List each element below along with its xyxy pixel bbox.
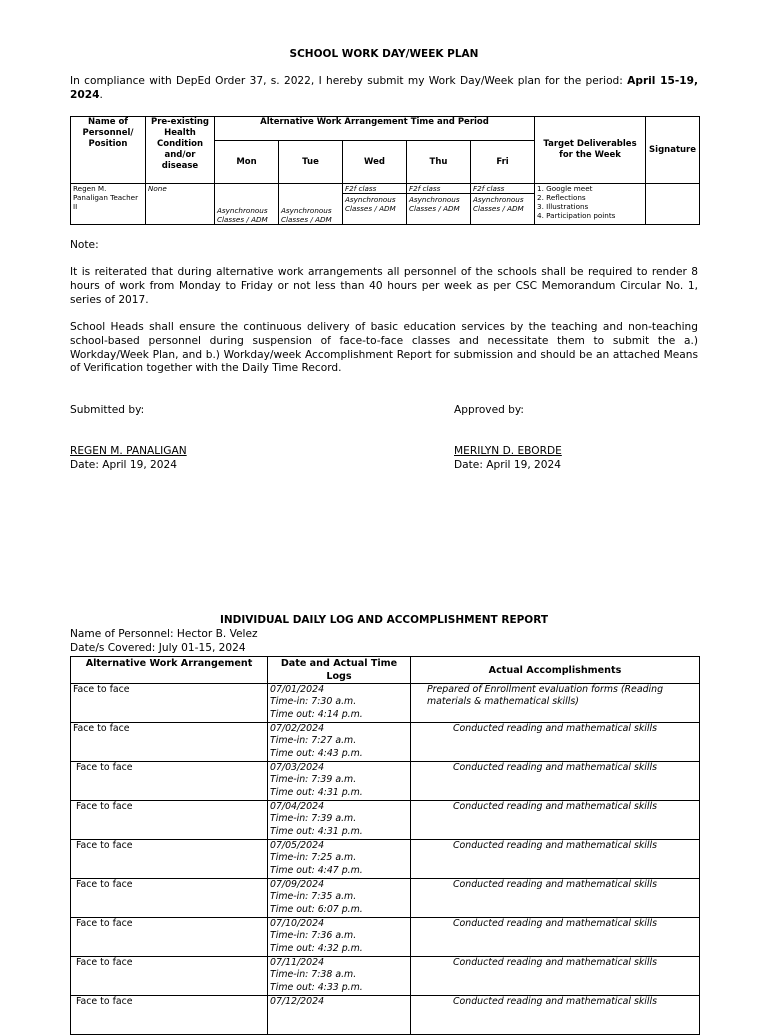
row-accomplishment: Conducted reading and mathematical skills: [411, 996, 700, 1035]
row-arrangement: Face to face: [71, 918, 268, 957]
row-date-logs: [268, 684, 411, 723]
row-time-out: Time out: 4:31 p.m.: [270, 825, 363, 837]
header-wed: Wed: [343, 141, 407, 184]
submitter-date: Date: April 19, 2024: [70, 459, 178, 471]
header-target-deliverables: Target Deliverables for the Week: [535, 117, 646, 184]
row-time-out: Time out: 4:33 p.m.: [270, 981, 363, 993]
daily-log-table: [70, 656, 700, 1035]
plan-intro: In compliance with DepEd Order 37, s. 2022, I hereby submit my Work Day/Week plan for the period: April 15-19, 2024.: [70, 75, 698, 101]
row-accomplishment: Conducted reading and mathematical skills: [411, 762, 700, 801]
row-date-logs: [268, 801, 411, 840]
deliverable-item: 4. Participation points: [537, 211, 616, 220]
cell-wed-text: Asynchronous Classes / ADM: [345, 195, 396, 213]
cell-name: Regen M. Panaligan Teacher II: [71, 184, 146, 225]
approver-name: MERILYN D. EBORDE: [454, 445, 562, 457]
row-date: 07/12/2024: [270, 996, 325, 1007]
note-label: Note:: [70, 239, 99, 251]
row-date: 07/03/2024: [270, 762, 325, 773]
table-row: [71, 762, 700, 801]
row-accomplishment: Conducted reading and mathematical skills: [411, 957, 700, 996]
row-arrangement: Face to face: [71, 762, 268, 801]
plan-title: SCHOOL WORK DAY/WEEK PLAN: [289, 48, 479, 60]
row-time-in: Time-in: 7:35 a.m.: [270, 891, 357, 903]
cell-tue: Asynchronous Classes / ADM: [279, 184, 343, 225]
row-time-out: Time out: 4:32 p.m.: [270, 942, 363, 954]
row-date-logs: [268, 996, 411, 1035]
cell-health: None: [146, 184, 215, 225]
row-date-logs: [268, 957, 411, 996]
log-personnel: Name of Personnel: Hector B. Velez: [70, 628, 258, 640]
row-time-in: Time-in: 7:39 a.m.: [270, 774, 357, 786]
row-accomplishment: Prepared of Enrollment evaluation forms (Reading materials & mathematical skills): [411, 684, 700, 723]
row-date: 07/11/2024: [270, 957, 325, 968]
log-dates-covered: Date/s Covered: July 01-15, 2024: [70, 642, 246, 654]
table-row: [71, 723, 700, 762]
row-date: 07/05/2024: [270, 840, 325, 851]
approver-block: [454, 444, 562, 472]
row-arrangement: Face to face: [71, 996, 268, 1035]
header-signature: Signature: [646, 117, 700, 184]
table-row: [71, 684, 700, 723]
row-arrangement: Face to face: [71, 723, 268, 762]
header-work-arrangement: Alternative Work Arrangement Time and Period: [215, 117, 535, 141]
header-health-condition: Pre-existing Health Condition and/or disease: [146, 117, 215, 184]
cell-thu-text: Asynchronous Classes / ADM: [409, 195, 460, 213]
deliverable-item: 1. Google meet: [537, 184, 593, 193]
header-tue: Tue: [279, 141, 343, 184]
row-time-out: Time out: 6:07 p.m.: [270, 903, 363, 915]
row-arrangement: Face to face: [71, 801, 268, 840]
table-row: [71, 879, 700, 918]
approved-by-label: Approved by:: [454, 404, 524, 416]
deliverable-item: 3. Illustrations: [537, 202, 589, 211]
header-fri: Fri: [471, 141, 535, 184]
row-time-out: Time out: 4:31 p.m.: [270, 786, 363, 798]
log-title: INDIVIDUAL DAILY LOG AND ACCOMPLISHMENT REPORT: [219, 614, 549, 626]
approver-date: Date: April 19, 2024: [454, 459, 562, 471]
row-accomplishment: Conducted reading and mathematical skills: [411, 840, 700, 879]
row-time-in: Time-in: 7:25 a.m.: [270, 852, 357, 864]
cell-wed: [343, 184, 407, 225]
row-date-logs: [268, 723, 411, 762]
header-mon: Mon: [215, 141, 279, 184]
cell-signature: [646, 184, 700, 225]
row-time-out: Time out: 4:14 p.m.: [270, 708, 363, 720]
row-date-logs: [268, 762, 411, 801]
row-time-in: Time-in: 7:39 a.m.: [270, 813, 357, 825]
submitter-name: REGEN M. PANALIGAN: [70, 445, 187, 457]
cell-wed-f2f: F2f class: [343, 184, 406, 194]
header-arrangement: Alternative Work Arrangement: [71, 657, 268, 684]
row-date: 07/02/2024: [270, 723, 325, 734]
row-date: 07/01/2024: [270, 684, 325, 695]
row-arrangement: Face to face: [71, 684, 268, 723]
row-arrangement: Face to face: [71, 840, 268, 879]
header-accomplishments: Actual Accomplishments: [411, 657, 700, 684]
plan-intro-text: In compliance with DepEd Order 37, s. 2022, I hereby submit my Work Day/Week plan for the period:: [70, 75, 628, 87]
header-date-logs: Date and Actual Time Logs: [268, 657, 411, 684]
row-time-in: Time-in: 7:27 a.m.: [270, 735, 357, 747]
deliverable-item: 2. Reflections: [537, 193, 586, 202]
table-row: [71, 840, 700, 879]
table-row: [71, 918, 700, 957]
row-time-in: Time-in: 7:36 a.m.: [270, 930, 357, 942]
row-accomplishment: Conducted reading and mathematical skills: [411, 918, 700, 957]
cell-fri-f2f: F2f class: [471, 184, 534, 194]
submitted-by-label: Submitted by:: [70, 404, 145, 416]
plan-intro-period: April 15-19, 2024: [70, 75, 698, 101]
note-paragraph-2: School Heads shall ensure the continuous delivery of basic education services by the teaching and non-teaching school-based personnel during suspension of face-to-face classes and necessitate them to submit the a.) Workday/Week Plan, and b.) Workday/week Accomplishment Report for submission and should be an attached Means of Verification together with the Daily Time Record.: [70, 321, 698, 375]
row-arrangement: Face to face: [71, 879, 268, 918]
table-row: [71, 801, 700, 840]
row-accomplishment: Conducted reading and mathematical skills: [411, 879, 700, 918]
table-row: [71, 957, 700, 996]
row-time-out: Time out: 4:47 p.m.: [270, 864, 363, 876]
row-date: 07/04/2024: [270, 801, 325, 812]
work-plan-table: [70, 116, 700, 225]
header-name-position: Name of Personnel/ Position: [71, 117, 146, 184]
row-date: 07/09/2024: [270, 879, 325, 890]
cell-fri-text: Asynchronous Classes / ADM: [473, 195, 524, 213]
submitter-block: [70, 444, 187, 472]
row-accomplishment: Conducted reading and mathematical skills: [411, 801, 700, 840]
cell-deliverables: [535, 184, 646, 225]
row-date-logs: [268, 918, 411, 957]
cell-thu: [407, 184, 471, 225]
cell-mon: Asynchronous Classes / ADM: [215, 184, 279, 225]
row-time-in: Time-in: 7:38 a.m.: [270, 969, 357, 981]
row-date-logs: [268, 840, 411, 879]
row-arrangement: Face to face: [71, 957, 268, 996]
table-row: [71, 996, 700, 1035]
row-time-in: Time-in: 7:30 a.m.: [270, 696, 357, 708]
row-accomplishment: Conducted reading and mathematical skills: [411, 723, 700, 762]
cell-thu-f2f: F2f class: [407, 184, 470, 194]
cell-fri: [471, 184, 535, 225]
row-date-logs: [268, 879, 411, 918]
header-thu: Thu: [407, 141, 471, 184]
note-paragraph-1: It is reiterated that during alternative work arrangements all personnel of the schools shall be required to render 8 hours of work from Monday to Friday or not less than 40 hours per week as per CSC Memorandum Circular No. 1, series of 2017.: [70, 266, 698, 306]
row-time-out: Time out: 4:43 p.m.: [270, 747, 363, 759]
row-date: 07/10/2024: [270, 918, 325, 929]
